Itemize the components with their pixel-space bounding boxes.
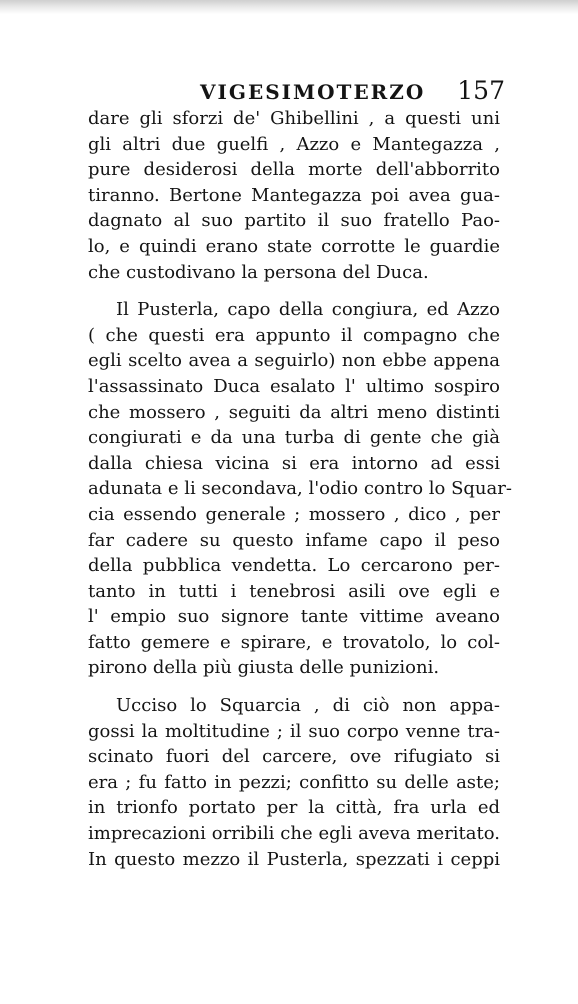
text-line: fatto gemere e spirare, e trovatolo, lo col-: [88, 631, 500, 653]
paragraph: [88, 106, 500, 285]
text-line: in trionfo portato per la città, fra urla ed: [88, 797, 500, 819]
text-line: l'assassinato Duca esalato l' ultimo sospiro: [88, 375, 500, 397]
text-line: che mossero , seguiti da altri meno distinti: [88, 401, 500, 423]
text-line: Il Pusterla, capo della congiura, ed Azzo: [116, 299, 500, 321]
text-line: ( che questi era appunto il compagno che: [88, 324, 500, 346]
text-line: adunata e li secondava, l'odio contro lo Squar-: [88, 478, 512, 500]
text-line: congiurati e da una turba di gente che già: [88, 427, 500, 449]
text-line: pure desiderosi della morte dell'abborrito: [88, 159, 500, 181]
text-line: cia essendo generale ; mossero , dico , per: [88, 503, 500, 525]
text-line: lo, e quindi erano state corrotte le guardie: [88, 235, 500, 257]
text-line: far cadere su questo infame capo il peso: [88, 529, 500, 551]
text-line: egli scelto avea a seguirlo) non ebbe appena: [88, 350, 500, 372]
text-line: l' empio suo signore tante vittime aveano: [88, 606, 500, 628]
text-line: della pubblica vendetta. Lo cercarono per-: [88, 555, 500, 577]
text-line: che custodivano la persona del Duca.: [88, 261, 429, 283]
body-text: [88, 106, 512, 872]
page-header: [90, 78, 505, 108]
text-line: Ucciso lo Squarcia , di ciò non appa-: [116, 695, 500, 717]
paragraph: [88, 297, 512, 681]
text-line: dagnato al suo partito il suo fratello Pao-: [88, 210, 500, 232]
text-line: gossi la moltitudine ; il suo corpo venne tra-: [88, 720, 500, 742]
page-top-edge: [0, 0, 578, 14]
text-line: dalla chiesa vicina si era intorno ad essi: [88, 452, 500, 474]
page-number: 157: [457, 76, 505, 105]
text-line: gli altri due guelfi , Azzo e Mantegazza ,: [88, 133, 500, 155]
text-line: tanto in tutti i tenebrosi asili ove egli e: [88, 580, 500, 602]
text-line: In questo mezzo il Pusterla, spezzati i ceppi: [88, 848, 500, 870]
paragraph: [88, 693, 500, 872]
text-line: imprecazioni orribili che egli aveva meritato.: [88, 823, 500, 845]
running-title: VIGESIMOTERZO: [200, 80, 426, 104]
text-line: dare gli sforzi de' Ghibellini , a questi uni: [88, 108, 500, 129]
text-line: scinato fuori del carcere, ove rifugiato si: [88, 746, 500, 768]
text-line: pirono della più giusta delle punizioni.: [88, 657, 440, 679]
text-line: tiranno. Bertone Mantegazza poi avea gua-: [88, 184, 500, 206]
text-line: era ; fu fatto in pezzi; confitto su delle aste;: [88, 771, 500, 793]
